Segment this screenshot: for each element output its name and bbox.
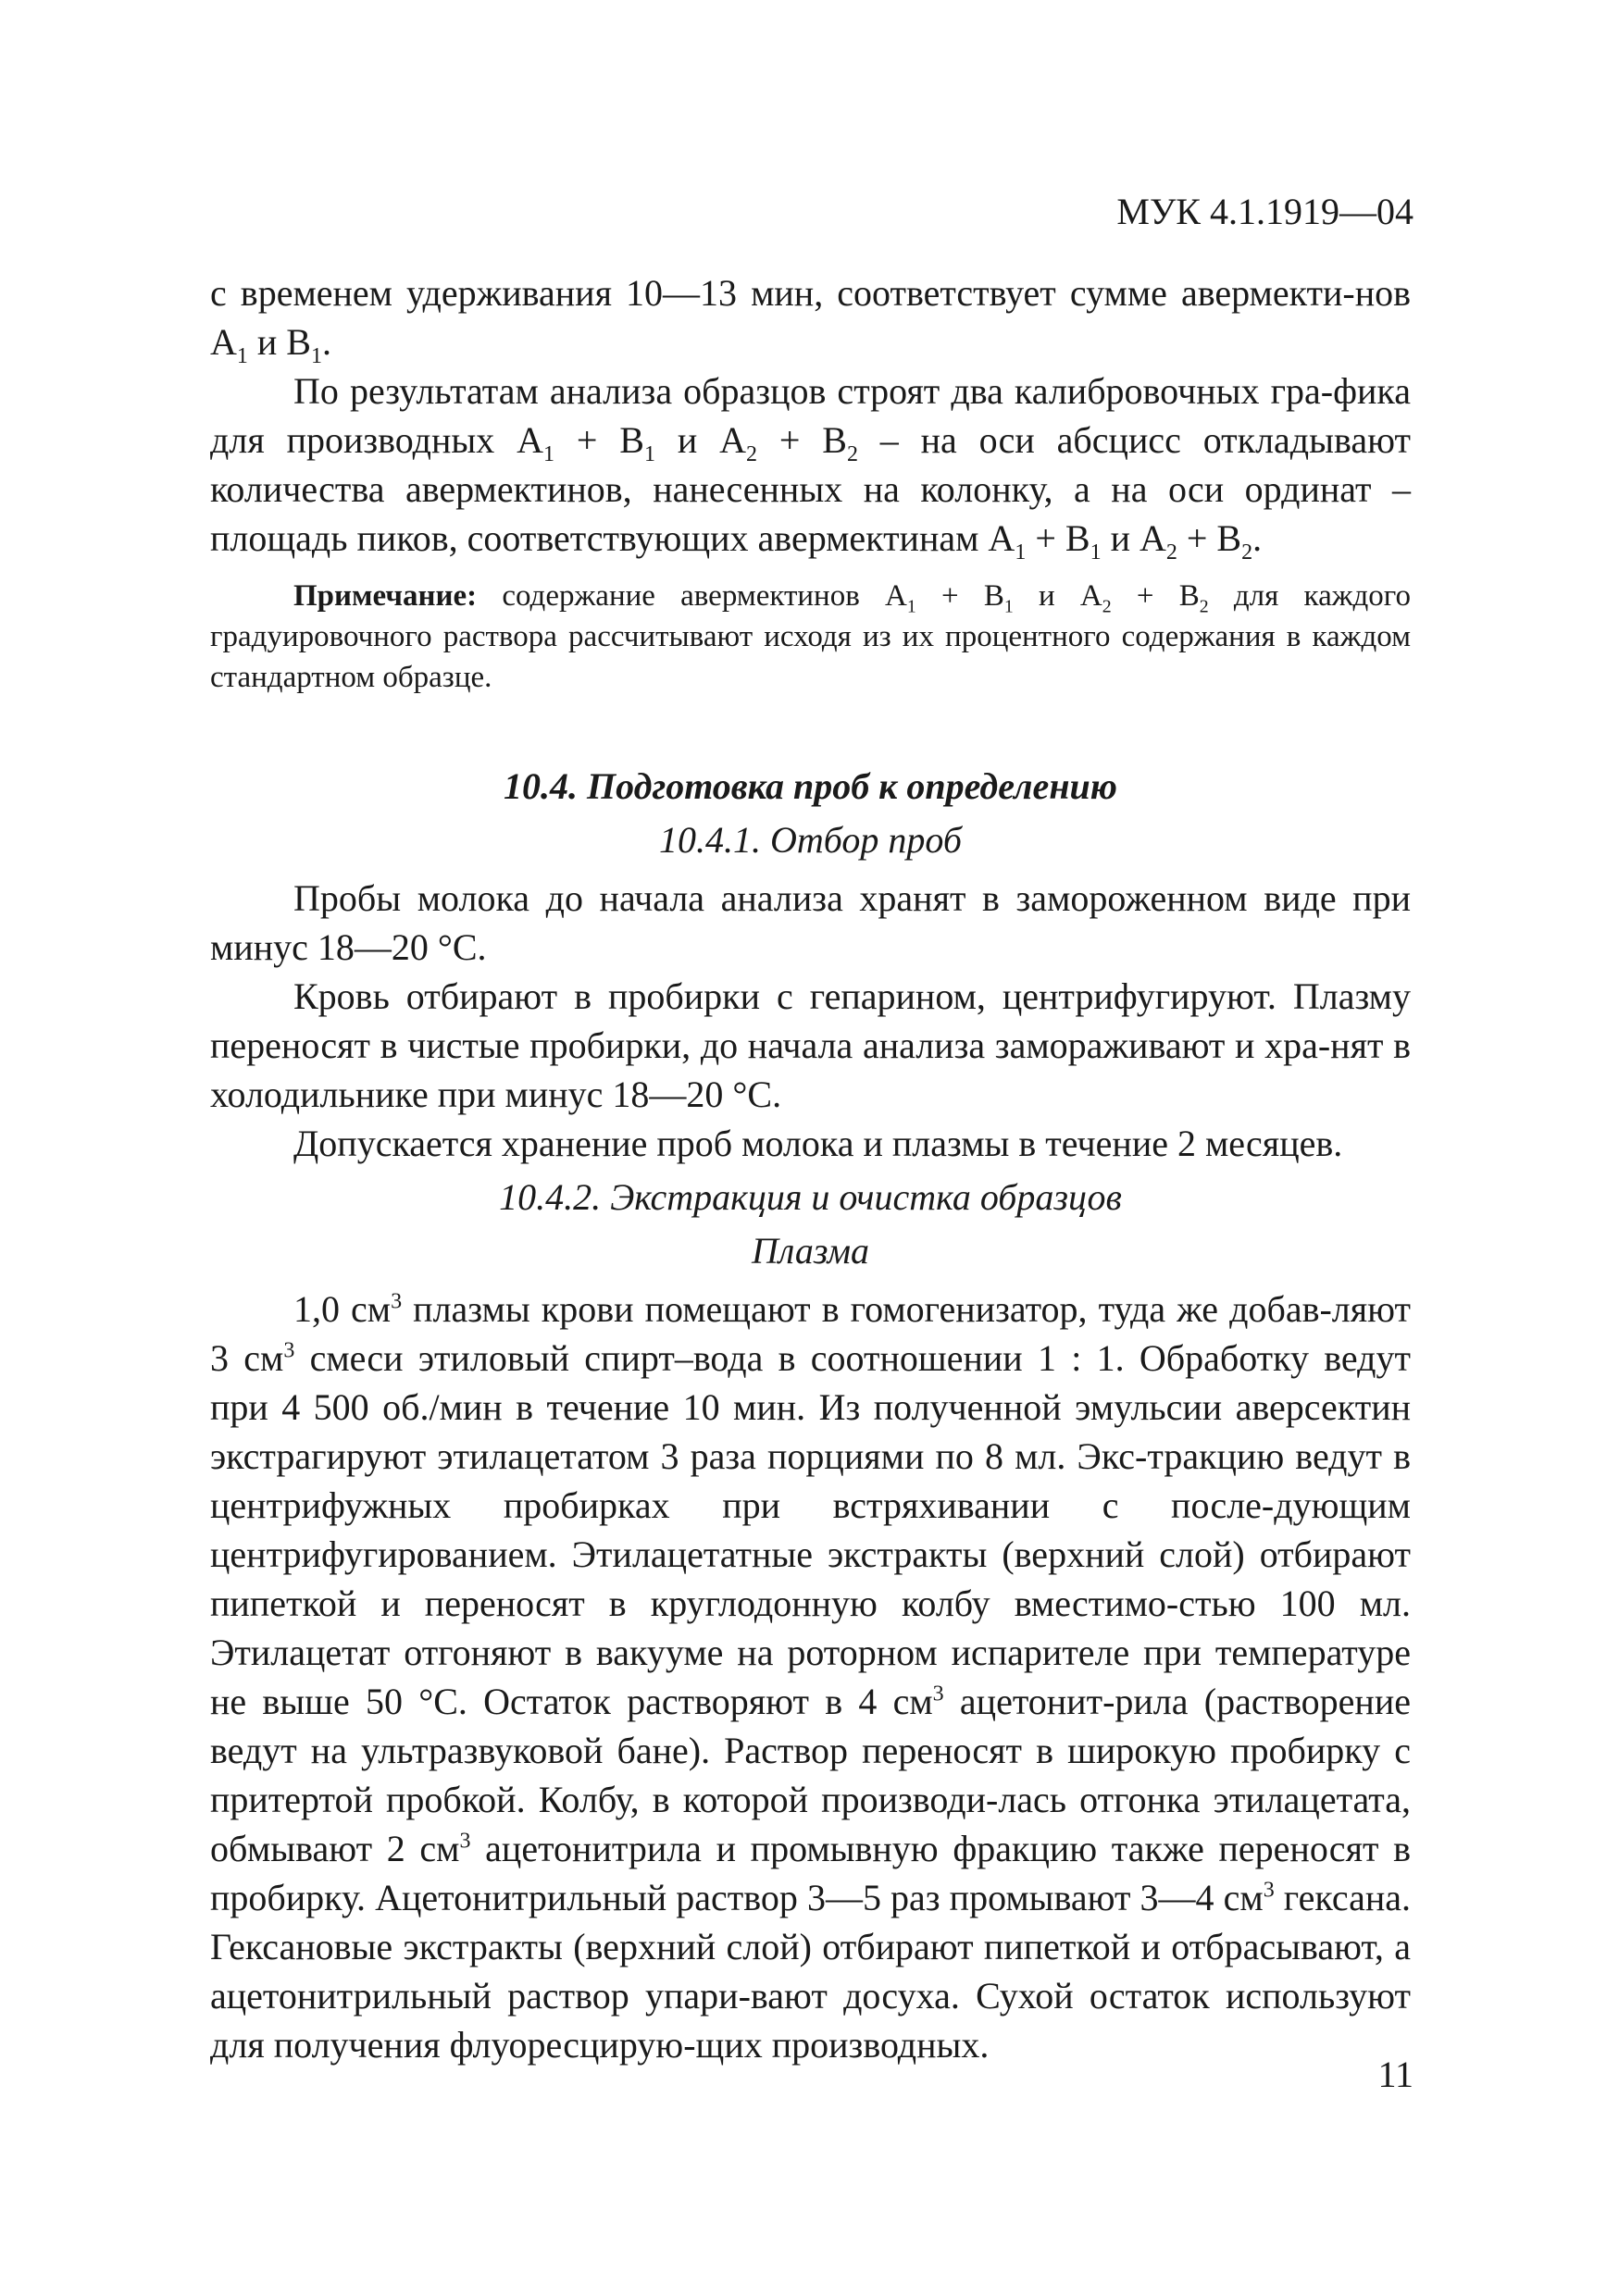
text-run: По результатам анализа образцов строят два калибровочных гра-фика для производных A <box>210 370 1411 461</box>
subscript: 1 <box>543 442 555 466</box>
text-run: с временем удерживания 10—13 мин, соответствует сумме авермекти-нов A <box>210 272 1411 363</box>
text-run: и A <box>654 419 746 461</box>
subscript: 1 <box>236 344 248 368</box>
text-run: содержание авермектинов A <box>477 579 907 613</box>
superscript: 3 <box>459 1829 471 1854</box>
paragraph-calibration <box>210 366 1411 563</box>
text-run: и A <box>1013 579 1102 613</box>
text-run: гексана. Гексановые экстракты (верхний слой) отбирают пипеткой и отбрасывают, а ацетонитрильный раствор упари-вают досуха. Сухой остаток используют для получения флуоресцирую-щих производных. <box>210 1877 1411 2066</box>
paragraph-milk-storage: Пробы молока до начала анализа хранят в замороженном виде при минус 18—20 °С. <box>210 877 1411 968</box>
subscript: 2 <box>1241 540 1253 565</box>
text-run: . <box>1252 517 1263 559</box>
superscript: 3 <box>283 1338 295 1363</box>
page-body <box>210 268 1411 2069</box>
subscript: 1 <box>1015 540 1027 565</box>
note-paragraph <box>210 576 1411 698</box>
superscript: 3 <box>1263 1878 1275 1903</box>
subscript: 1 <box>643 442 655 466</box>
text-run: + B <box>915 579 1004 613</box>
subscript: 2 <box>745 442 757 466</box>
text-run: – на оси абсцисс откладывают количества авермектинов, нанесенных на колонку, а на оси ординат – площадь пиков, соответствующих авермектинам A <box>210 419 1411 559</box>
superscript: 3 <box>932 1682 944 1706</box>
text-run: + B <box>554 419 644 461</box>
text-run: для каждого градуировочного раствора рассчитывают исходя из их процентного содержания в каждом стандартном образце. <box>210 579 1412 694</box>
text-run: плазмы крови помещают в гомогенизатор, туда же добав-ляют 3 см <box>210 1288 1411 1379</box>
text-run: и B <box>247 321 311 363</box>
text-run: и A <box>1101 517 1166 559</box>
text-run: 1,0 см <box>293 1288 392 1330</box>
subscript: 1 <box>1090 540 1102 565</box>
running-header: МУК 4.1.1919—04 <box>1116 191 1414 232</box>
subscript: 1 <box>310 344 322 368</box>
text-run: + B <box>1111 579 1200 613</box>
note-label: Примечание: <box>293 579 478 613</box>
text-run: . <box>321 321 331 363</box>
text-run: + B <box>1026 517 1090 559</box>
subscript: 2 <box>846 442 858 466</box>
subscript: 2 <box>1165 540 1177 565</box>
text-run: ацетонитрила и промывную фракцию также переносят в пробирку. Ацетонитрильный раствор 3—5 раз промывают 3—4 см <box>210 1828 1411 1918</box>
subsection-heading-sampling: 10.4.1. Отбор проб <box>659 819 962 861</box>
text-run: ацетонит-рила (растворение ведут на ультразвуковой бане). Раствор переносят в широкую пробирку с притертой пробкой. Колбу, в которой производи-лась отгонка этилацетата, обмывают 2 см <box>210 1681 1411 1869</box>
superscript: 3 <box>391 1289 403 1314</box>
subsection-heading-extraction: 10.4.2. Экстракция и очистка образцов <box>499 1176 1122 1218</box>
subscript: 1 <box>906 596 916 617</box>
subscript: 2 <box>1102 596 1112 617</box>
paragraph-plasma-procedure <box>210 1285 1411 2069</box>
section-heading: 10.4. Подготовка проб к определению <box>504 765 1117 807</box>
text-run: смеси этиловый спирт–вода в соотношении 1 : 1. Обработку ведут при 4 500 об./мин в течение 10 мин. Из полученной эмульсии аверсектин экстрагируют этилацетатом 3 раза порциями по 8 мл. Экс-тракцию ведут в центрифужных пробирках при встряхивании с после-дующим центрифугированием. Этилацетатные экстракты (верхний слой) отбирают пипеткой и переносят в круглодонную колбу вместимо-стью 100 мл. Этилацетат отгоняют в вакууме на роторном испарителе при температуре не выше 50 °С. Остаток растворяют в 4 см <box>210 1337 1411 1722</box>
paragraph-storage-period: Допускается хранение проб молока и плазмы в течение 2 месяцев. <box>293 1123 1343 1164</box>
subscript: 2 <box>1199 596 1209 617</box>
subsection-heading-plasma: Плазма <box>752 1230 869 1272</box>
paragraph-retention <box>210 268 1411 366</box>
page-number: 11 <box>1377 2054 1414 2095</box>
text-run: + B <box>756 419 847 461</box>
text-run: + B <box>1177 517 1242 559</box>
subscript: 1 <box>1003 596 1014 617</box>
paragraph-blood-sampling: Кровь отбирают в пробирки с гепарином, центрифугируют. Плазму переносят в чистые пробирки, до начала анализа замораживают и хра-нят в холодильнике при минус 18—20 °С. <box>210 975 1411 1115</box>
